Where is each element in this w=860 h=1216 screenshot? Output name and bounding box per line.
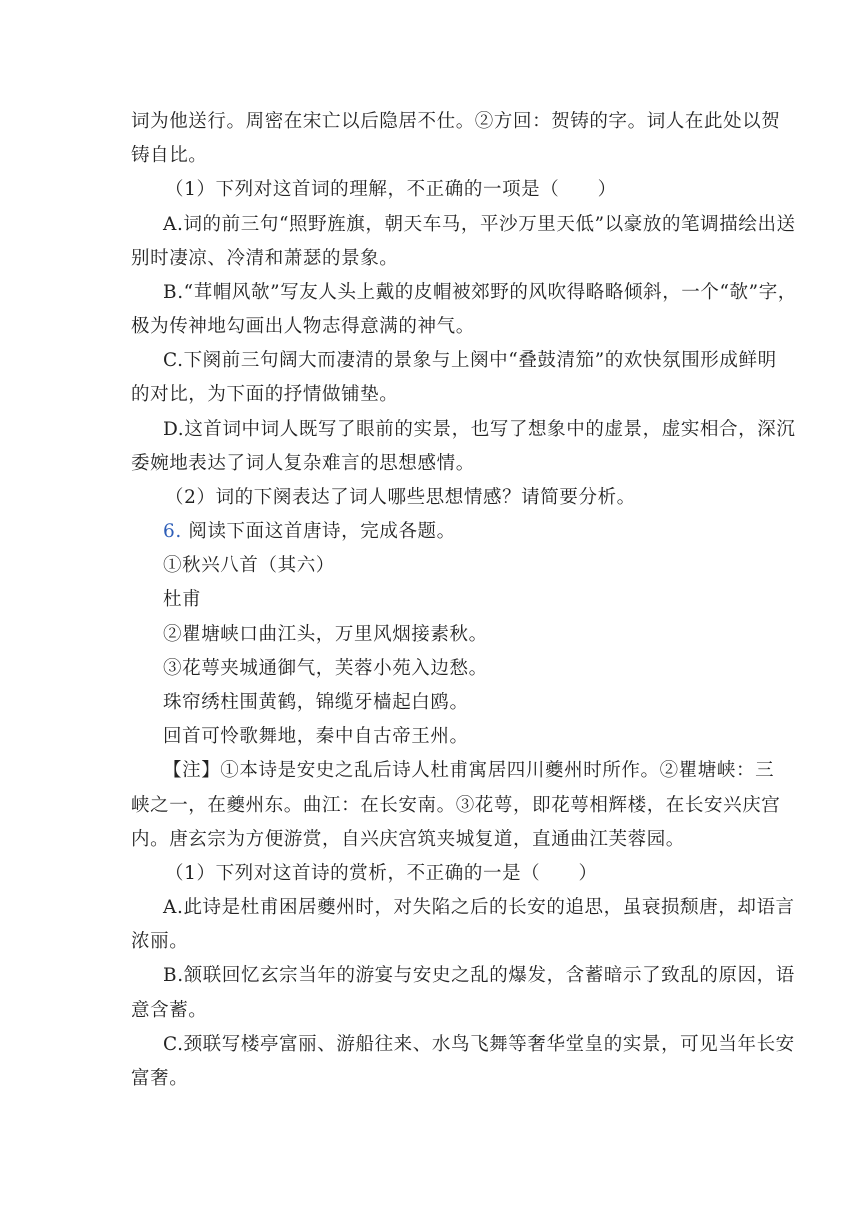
option-line: A.词的前三句“照野旌旗，朝天车马，平沙万里天低”以豪放的笔调描绘出送: [163, 214, 796, 235]
text-line: 词为他送行。周密在宋亡以后隐居不仕。②方回：贺铸的字。词人在此处以贺: [131, 111, 781, 132]
note-line: 内。唐玄宗为方便游赏，自兴庆宫筑夹城复道，直通曲江芙蓉园。: [131, 829, 685, 850]
question-number: 6.: [163, 521, 182, 542]
question-line: （1）下列对这首词的理解，不正确的一项是（ ）: [165, 179, 617, 200]
option-line: C.颈联写楼亭富丽、游船往来、水鸟飞舞等奢华堂皇的实景，可见当年长安: [163, 1034, 795, 1055]
text-line: 的对比，为下面的抒情做铺垫。: [131, 384, 399, 405]
poem-line: 回首可怜歌舞地，秦中自古帝王州。: [163, 726, 469, 747]
text-line: 浓丽。: [131, 931, 189, 952]
text-line: 极为传神地勾画出人物志得意满的神气。: [131, 316, 475, 337]
note-line: 峡之一，在夔州东。曲江：在长安南。③花萼，即花萼相辉楼，在长安兴庆宫: [131, 795, 781, 816]
note-line: 【注】①本诗是安史之乱后诗人杜甫寓居四川夔州时所作。②瞿塘峡：三: [163, 760, 775, 781]
text-line: 铸自比。: [131, 145, 208, 166]
option-line: C.下阕前三句阔大而凄清的景象与上阕中“叠鼓清笳”的欢快氛围形成鲜明: [163, 350, 777, 371]
text-line: 意含蓄。: [131, 1000, 208, 1021]
text-line: 富奢。: [131, 1068, 189, 1089]
question-heading: [163, 520, 456, 544]
option-line: B.颔联回忆玄宗当年的游宴与安史之乱的爆发，含蓄暗示了致乱的原因，语: [163, 965, 795, 986]
text-line: 委婉地表达了词人复杂难言的思想感情。: [131, 453, 475, 474]
option-line: A.此诗是杜甫困居夔州时，对失陷之后的长安的追思，虽衰损颓唐，却语言: [163, 897, 795, 918]
poem-author: 杜甫: [163, 589, 202, 610]
option-line: B.“茸帽风欹”写友人头上戴的皮帽被郊野的风吹得略略倾斜，一个“欹”字，: [163, 282, 797, 303]
poem-line: ②瞿塘峡口曲江头，万里风烟接素秋。: [163, 624, 488, 645]
option-line: D.这首词中词人既写了眼前的实景，也写了想象中的虚景，虚实相合，深沉: [163, 419, 796, 440]
poem-line: 珠帘绣柱围黄鹤，锦缆牙樯起白鸥。: [163, 692, 469, 713]
poem-line: ③花萼夹城通御气，芙蓉小苑入边愁。: [163, 658, 488, 679]
text-line: 别时凄凉、冷清和萧瑟的景象。: [131, 248, 399, 269]
question-line: （2）词的下阕表达了词人哪些思想情感？请简要分析。: [165, 487, 636, 508]
question-instruction: 阅读下面这首唐诗，完成各题。: [188, 521, 456, 542]
poem-title: ①秋兴八首（其六）: [163, 555, 335, 576]
question-line: （1）下列对这首诗的赏析，不正确的一是（ ）: [165, 863, 598, 884]
